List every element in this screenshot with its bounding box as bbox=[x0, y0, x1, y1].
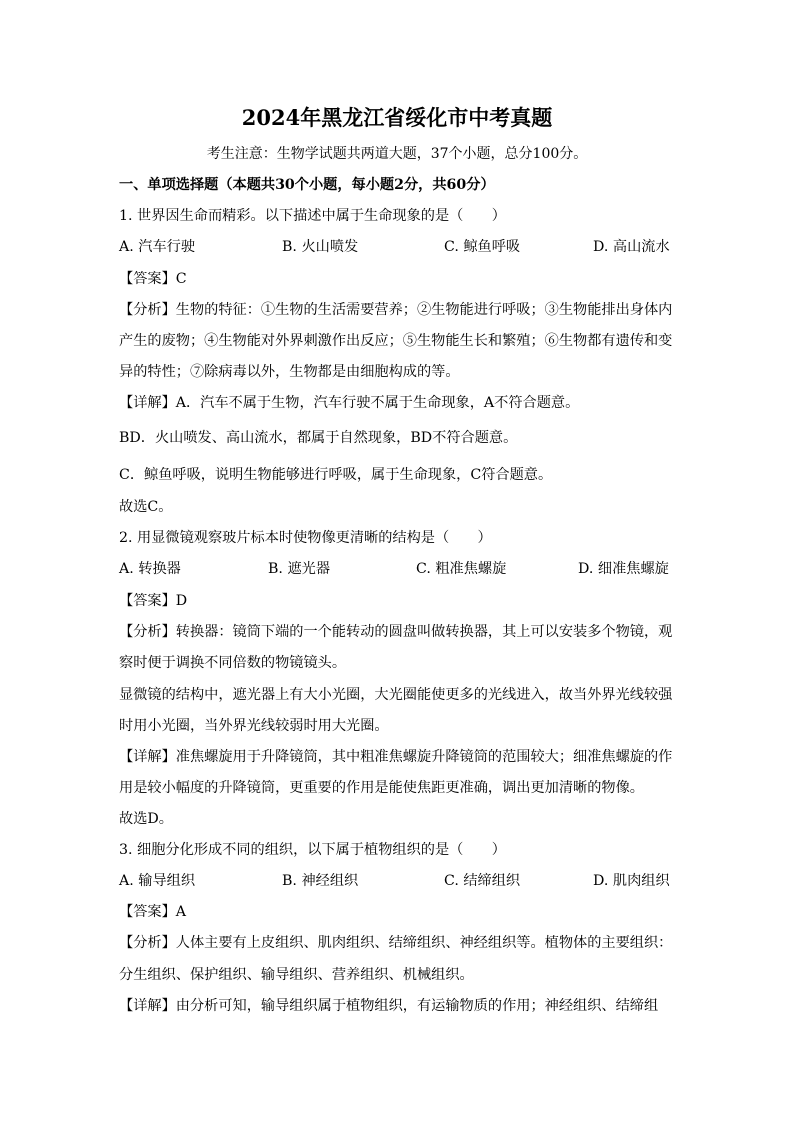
question-3-detail-line: 【详解】由分析可知，输导组织属于植物组织，有运输物质的作用；神经组织、结缔组 bbox=[119, 998, 659, 1014]
question-3-analysis-line: 分生组织、保护组织、输导组织、营养组织、机械组织。 bbox=[119, 967, 474, 983]
question-1-detail-line: 【详解】A．汽车不属于生物，汽车行驶不属于生命现象，A不符合题意。 bbox=[119, 395, 580, 411]
question-1-option-c: C. 鲸鱼呼吸 bbox=[444, 239, 521, 255]
question-2-detail-line: 用是较小幅度的升降镜筒，更重要的作用是能使焦距更准确，调出更加清晰的物像。 bbox=[119, 780, 644, 796]
question-3-option-c: C. 结缔组织 bbox=[444, 873, 521, 889]
question-1-detail-line: BD．火山喷发、高山流水，都属于自然现象，BD不符合题意。 bbox=[119, 430, 518, 446]
question-1-analysis-line: 产生的废物；④生物能对外界刺激作出反应；⑤生物能生长和繁殖；⑥生物都有遗传和变 bbox=[119, 333, 673, 349]
question-1-detail-line: 故选C。 bbox=[119, 499, 173, 515]
question-2-detail-line: 故选D。 bbox=[119, 811, 173, 827]
question-1-analysis-line: 异的特性；⑦除病毒以外，生物都是由细胞构成的等。 bbox=[119, 364, 460, 380]
question-1-analysis-line: 【分析】生物的特征：①生物的生活需要营养；②生物能进行呼吸；③生物能排出身体内 bbox=[119, 302, 673, 318]
section-heading: 一、单项选择题（本题共30个小题，每小题2分，共60分） bbox=[119, 177, 495, 193]
question-2-analysis-line: 察时便于调换不同倍数的物镜镜头。 bbox=[119, 655, 347, 671]
question-2-analysis-line: 【分析】转换器：镜筒下端的一个能转动的圆盘叫做转换器，其上可以安装多个物镜，观 bbox=[119, 624, 673, 640]
question-1-option-b: B. 火山喷发 bbox=[282, 239, 359, 255]
question-2-option-a: A. 转换器 bbox=[119, 561, 181, 577]
question-2-analysis-line: 时用小光圈，当外界光线较弱时用大光圈。 bbox=[119, 718, 389, 734]
question-2-option-b: B. 遮光器 bbox=[268, 561, 331, 577]
question-2-option-d: D. 细准焦螺旋 bbox=[578, 561, 669, 577]
question-3-analysis-line: 【分析】人体主要有上皮组织、肌肉组织、结缔组织、神经组织等。植物体的主要组织： bbox=[119, 935, 673, 951]
question-2-option-c: C. 粗准焦螺旋 bbox=[416, 561, 507, 577]
question-3-option-b: B. 神经组织 bbox=[282, 873, 359, 889]
question-2-stem: 2. 用显微镜观察玻片标本时使物像更清晰的结构是（ ） bbox=[119, 530, 492, 546]
question-2-answer: 【答案】D bbox=[119, 593, 188, 609]
question-2-detail-line: 【详解】准焦螺旋用于升降镜筒，其中粗准焦螺旋升降镜筒的范围较大；细准焦螺旋的作 bbox=[119, 749, 673, 765]
question-1-stem: 1. 世界因生命而精彩。以下描述中属于生命现象的是（ ） bbox=[119, 208, 506, 224]
exam-notice: 考生注意：生物学试题共两道大题，37个小题，总分100分。 bbox=[206, 146, 588, 162]
question-3-stem: 3. 细胞分化形成不同的组织，以下属于植物组织的是（ ） bbox=[119, 842, 506, 858]
question-1-option-a: A. 汽车行驶 bbox=[119, 239, 196, 255]
question-1-answer: 【答案】C bbox=[119, 271, 187, 287]
question-3-answer: 【答案】A bbox=[119, 904, 186, 920]
page-title: 2024年黑龙江省绥化市中考真题 bbox=[241, 105, 553, 130]
question-2-analysis-line: 显微镜的结构中，遮光器上有大小光圈，大光圈能使更多的光线进入，故当外界光线较强 bbox=[119, 687, 673, 703]
question-1-option-d: D. 高山流水 bbox=[593, 239, 670, 255]
question-3-option-a: A. 输导组织 bbox=[119, 873, 196, 889]
question-3-option-d: D. 肌肉组织 bbox=[593, 873, 670, 889]
question-1-detail-line: C．鲸鱼呼吸，说明生物能够进行呼吸，属于生命现象，C符合题意。 bbox=[119, 467, 553, 483]
